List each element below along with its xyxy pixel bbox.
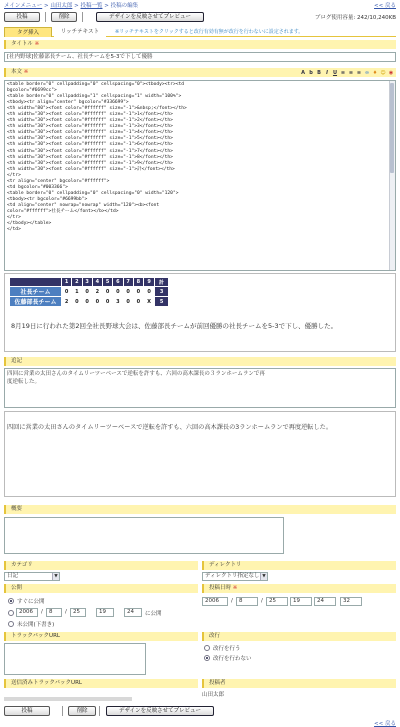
link-icon[interactable]: ∞ [364,70,370,76]
underline-icon[interactable]: U [332,70,338,76]
preview-body-text: 8月19日に行われた第2回全社長野球大会は、佐藤部長チームが前回優勝の社長チームを5-3で下し、優勝した。 [11,322,338,330]
publish-now-label: すぐに公開 [17,599,45,605]
score-cell: 0 [92,297,102,307]
code-line: <tbody><tr bgcolor="#6699bb"> [7,196,88,202]
score-cell: 0 [103,297,113,307]
directory-section-header [202,561,396,570]
code-line: <table border="0" cellpadding="0" cellspacing="0" width="120"> [7,190,179,196]
code-line: <td align="center" nowrap="nowrap" width="120"><b><font [7,202,160,208]
publish-minute-field[interactable]: 24 [124,608,142,617]
inning-header: 9 [144,278,155,287]
score-cell: 2 [62,297,72,307]
scoreboard-row [10,297,169,307]
code-line: </tbody></table> [7,221,52,227]
publish-draft-radio[interactable] [8,621,14,627]
summary-textarea[interactable] [4,517,284,554]
image-icon[interactable]: ♦ [372,70,378,76]
breadcrumb-separator: > [74,3,79,9]
preview-button-bottom[interactable]: デザインを反映させてプレビュー [106,706,214,716]
inning-header: 6 [113,278,123,287]
code-line: </tr> [7,172,21,178]
scoreboard-corner [10,278,62,287]
code-line: <th width="30"><font color="#ffffff" size="-1">計</font></th> [7,166,175,172]
date-separator: / [65,609,67,615]
post-day-field[interactable]: 25 [266,597,288,606]
title-input[interactable]: [社内野球]佐藤部長チーム、社長チームを5-3で下して優勝 [4,52,396,62]
required-mark: ※ [232,585,238,591]
trackback-section-header [4,632,198,641]
code-line: <th width="30"><font color="#ffffff" size="-1">2</font></th> [7,118,173,124]
publish-day-field[interactable]: 25 [70,608,86,617]
score-cell: X [144,297,155,307]
post-button-bottom[interactable]: 投稿 [4,706,50,716]
tab-tag-insert[interactable]: タグ挿入 [4,27,52,37]
code-line: </td> [7,227,21,233]
publish-month-field[interactable]: 8 [46,608,62,617]
code-line: bgcolor="#6699cc"> [7,88,57,94]
score-cell: 0 [62,287,72,297]
scrollbar-thumb[interactable] [390,83,394,173]
preview-button-top[interactable]: デザインを反映させてプレビュー [96,12,204,22]
publish-label: 公開 [11,585,23,591]
chevron-down-icon: ▼ [52,573,59,580]
breadcrumb-current: 投稿の編集 [110,3,139,9]
category-value: 日記 [7,573,19,579]
addendum-label: 追記 [11,358,23,364]
breadcrumb-separator: > [43,3,49,9]
post-month-field[interactable]: 8 [236,597,258,606]
color-icon[interactable]: ◉ [388,70,394,76]
toolbar-divider [62,706,63,716]
breadcrumb-user[interactable]: 山田太郎 [50,3,73,9]
back-link-bottom[interactable]: << 戻る [374,721,396,727]
delete-button-top[interactable]: 削除 [51,12,77,22]
scoreboard-table [9,277,169,307]
score-cell: 0 [113,287,123,297]
score-cell: 3 [113,297,123,307]
category-section-header [4,561,198,570]
sent-trackback-label: 送信済みトラックバックURL [11,680,82,686]
title-section-header [4,40,396,49]
post-datetime-section-header [202,584,396,593]
linebreak-off-label: 改行を行わない [213,656,252,662]
breadcrumb [4,1,138,9]
category-label: カテゴリ [11,562,33,568]
code-line: <th width="30"><font color="#ffffff" size="-1">7</font></th> [7,148,173,154]
scoreboard-header-row [10,278,169,287]
post-datetime-label: 投稿日時 [209,585,232,591]
linebreak-on-radio[interactable] [204,645,210,651]
bold-icon[interactable]: B [317,70,321,76]
breadcrumb-post-list[interactable]: 投稿一覧 [80,3,103,9]
score-cell: 0 [72,297,82,307]
align-center-icon[interactable]: ≡ [348,70,354,76]
code-line: <th width="80"><font color="#ffffff" size="-1">&nbsp;</font></th> [7,106,187,112]
body-label: 本文 [11,69,23,75]
addendum-preview [4,411,396,497]
post-minute-field[interactable]: 24 [314,597,336,606]
scoreboard-row [10,287,169,297]
publish-draft-label: 未公開(下書き) [17,622,55,628]
code-line: color="#ffffff">社長チーム</font></b></td> [7,208,119,214]
inning-header: 1 [62,278,72,287]
date-separator: / [231,598,233,604]
score-cell: 0 [133,287,143,297]
inning-header: 7 [123,278,133,287]
team-name: 佐藤部長チーム [10,297,62,307]
required-mark: ※ [23,69,29,75]
code-line: <tbody><tr align="center" bgcolor="#336699"> [7,100,129,106]
linebreak-section-header [202,632,396,641]
poster-name: 山田太郎 [202,692,225,698]
post-year-field[interactable]: 2006 [202,597,228,606]
code-line: </tr> [7,215,21,221]
inning-header: 8 [133,278,143,287]
date-separator: / [261,598,263,604]
code-line: <td bgcolor="#003366"> [7,184,68,190]
emoji-icon[interactable]: ☺ [380,70,386,76]
code-line: <table border="0" cellpadding="1" cellspacing="1" width="100%"> [7,94,182,100]
score-cell: 0 [82,287,92,297]
body-textarea[interactable] [4,80,396,271]
team-name: 社長チーム [10,287,62,297]
align-right-icon[interactable]: ≡ [356,70,362,76]
linebreak-label: 改行 [209,633,221,639]
required-mark: ※ [34,41,40,47]
addendum-textarea[interactable]: 四回に営業の太田さんのタイムリーツーベースで逆転を許すも、六回の高木課長の３ランホームランで再度逆転した。 [4,368,396,408]
body-code [7,82,393,233]
sent-trackback-bar [4,697,132,701]
storage-usage: ブログ使用容量: 242/10,240KB [314,15,396,21]
score-cell: 0 [123,287,133,297]
body-scrollbar[interactable] [389,81,395,270]
publish-scheduled-radio[interactable] [8,610,14,616]
delete-button-bottom[interactable]: 削除 [68,706,96,716]
editor-toolbar [300,70,394,78]
code-line: <tr align="center" bgcolor="#ffffff"> [7,178,110,184]
inning-header: 計 [155,278,169,287]
linebreak-off-radio[interactable] [204,655,210,661]
score-cell: 0 [123,297,133,307]
tab-note: ※リッチテキストをクリックすると改行有効有無が改行を行わないに設定されます。 [115,29,304,35]
publish-now-radio[interactable] [8,598,14,604]
inning-header: 2 [72,278,82,287]
directory-label: ディレクトリ [209,562,242,568]
sent-trackback-section-header [4,679,198,688]
score-cell: 1 [72,287,82,297]
publish-suffix: に公開 [145,611,162,617]
toolbar-divider [45,12,46,22]
title-label: タイトル [11,41,33,47]
code-line: <th width="30"><font color="#ffffff" size="-1">8</font></th> [7,154,173,160]
score-total: 3 [155,287,169,297]
code-line: <th width="30"><font color="#ffffff" size="-1">4</font></th> [7,130,173,136]
trackback-textarea[interactable] [4,643,146,675]
directory-value: ディレクトリ指定なし [205,573,260,579]
linebreak-on-label: 改行を行う [213,646,241,652]
publish-hour-field[interactable]: 19 [96,608,114,617]
body-preview [4,273,396,352]
code-line: <th width="30"><font color="#ffffff" size="-1">6</font></th> [7,142,173,148]
addendum-section-header [4,357,396,366]
score-cell: 0 [103,287,113,297]
inning-header: 5 [103,278,113,287]
back-link-top[interactable]: << 戻る [374,3,396,9]
post-hour-field[interactable]: 19 [290,597,312,606]
post-second-field[interactable]: 32 [340,597,362,606]
code-line: <table border="0" cellpadding="0" cellspacing="0"><tbody><tr><td [7,82,185,87]
toolbar-divider [82,12,83,22]
poster-section-header [202,679,396,688]
addendum-preview-text: 四回に営業の太田さんのタイムリーツーベースで逆転を許すも、六回の高木課長の3ランホームランで再度逆転した。 [7,424,333,431]
category-select[interactable] [4,572,60,581]
summary-section-header [4,505,396,514]
toolbar-divider [99,706,100,716]
date-separator: / [41,609,43,615]
summary-label: 概要 [11,506,23,512]
publish-year-field[interactable]: 2006 [16,608,38,617]
chevron-down-icon: ▼ [260,573,267,580]
tab-rich-text[interactable]: リッチテキスト [54,27,106,37]
breadcrumb-main-menu[interactable]: メインメニュー [4,3,43,9]
score-cell: 0 [144,287,155,297]
breadcrumb-separator: > [104,3,109,9]
publish-section-header [4,584,198,593]
score-cell: 0 [82,297,92,307]
code-line: <th width="30"><font color="#ffffff" size="-1">9</font></th> [7,160,173,166]
score-cell: 2 [92,287,102,297]
code-line: <th width="30"><font color="#ffffff" size="-1">5</font></th> [7,136,173,142]
post-button-top[interactable]: 投稿 [4,12,40,22]
italic-icon[interactable]: I [326,70,328,76]
font-small-icon[interactable]: b [309,70,313,76]
align-left-icon[interactable]: ≡ [340,70,346,76]
inning-header: 3 [82,278,92,287]
inning-header: 4 [92,278,102,287]
code-line: <th width="30"><font color="#ffffff" size="-1">1</font></th> [7,112,173,118]
directory-select[interactable] [202,572,268,581]
trackback-label: トラックバックURL [11,633,60,639]
score-cell: 0 [133,297,143,307]
font-size-icon[interactable]: A [301,70,305,76]
code-line: <th width="30"><font color="#ffffff" size="-1">3</font></th> [7,124,173,130]
score-total: 5 [155,297,169,307]
poster-label: 投稿者 [209,680,226,686]
